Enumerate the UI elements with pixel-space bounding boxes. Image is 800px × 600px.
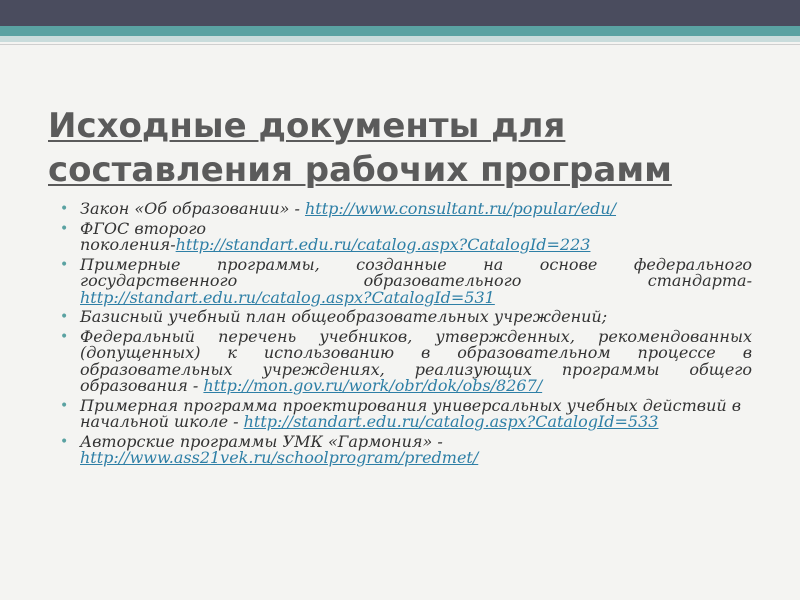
item-text-2: поколения- bbox=[80, 235, 176, 254]
bullet-dot-icon: • bbox=[60, 397, 69, 414]
list-item-author-programs bbox=[60, 431, 752, 467]
header-bar-light bbox=[0, 36, 800, 42]
item-text: Базисный учебный план общеобразовательных учреждений; bbox=[80, 307, 608, 326]
documents-list bbox=[60, 201, 752, 470]
list-item-uud-program bbox=[60, 395, 752, 431]
item-text: ФГОС второго bbox=[80, 218, 207, 238]
standart-link-531[interactable]: http://standart.edu.ru/catalog.aspx?CatalogId=531 bbox=[80, 287, 495, 307]
slide-title bbox=[48, 104, 768, 192]
standart-link-223[interactable]: http://standart.edu.ru/catalog.aspx?CatalogId=223 bbox=[175, 235, 591, 254]
ass21vek-link[interactable]: http://www.ass21vek.ru/schoolprogram/predmet/ bbox=[80, 448, 479, 467]
header-divider bbox=[0, 44, 800, 45]
list-item-basic-plan bbox=[60, 309, 752, 326]
mon-link[interactable]: http://mon.gov.ru/work/obr/dok/obs/8267/ bbox=[203, 376, 543, 395]
consultant-link[interactable]: http://www.consultant.ru/popular/edu/ bbox=[304, 199, 617, 218]
title-line-2: составления рабочих программ bbox=[48, 150, 672, 190]
bullet-dot-icon: • bbox=[60, 309, 69, 325]
item-text: Примерные программы, созданные на основе федерального государственного образовательного стандарта- bbox=[80, 254, 752, 290]
bullet-dot-icon: • bbox=[60, 328, 69, 345]
item-text: Федеральный перечень учебников, утвержденных, рекомендованных (допущенных) к использованию в образовательном процессе в образовательных учреждениях, реализующих программы общего образования - bbox=[80, 326, 752, 395]
item-text: Закон «Об образовании» - bbox=[80, 199, 305, 218]
item-text: Примерная программа проектирования универсальных учебных действий в начальной школе - bbox=[80, 395, 742, 431]
header-bar-teal bbox=[0, 26, 800, 36]
list-item-example-programs bbox=[60, 254, 752, 307]
standart-link-533[interactable]: http://standart.edu.ru/catalog.aspx?CatalogId=533 bbox=[243, 412, 659, 431]
item-text: Авторские программы УМК «Гармония» - bbox=[80, 431, 443, 451]
list-item-federal-list bbox=[60, 326, 752, 395]
title-line-1: Исходные документы для bbox=[48, 106, 566, 146]
header-bar-dark bbox=[0, 0, 800, 26]
bullet-dot-icon: • bbox=[60, 433, 69, 450]
list-item-fgos bbox=[60, 218, 752, 254]
bullet-dot-icon: • bbox=[60, 201, 69, 217]
bullet-dot-icon: • bbox=[60, 220, 69, 237]
bullet-dot-icon: • bbox=[60, 256, 69, 273]
list-item-law bbox=[60, 201, 752, 218]
